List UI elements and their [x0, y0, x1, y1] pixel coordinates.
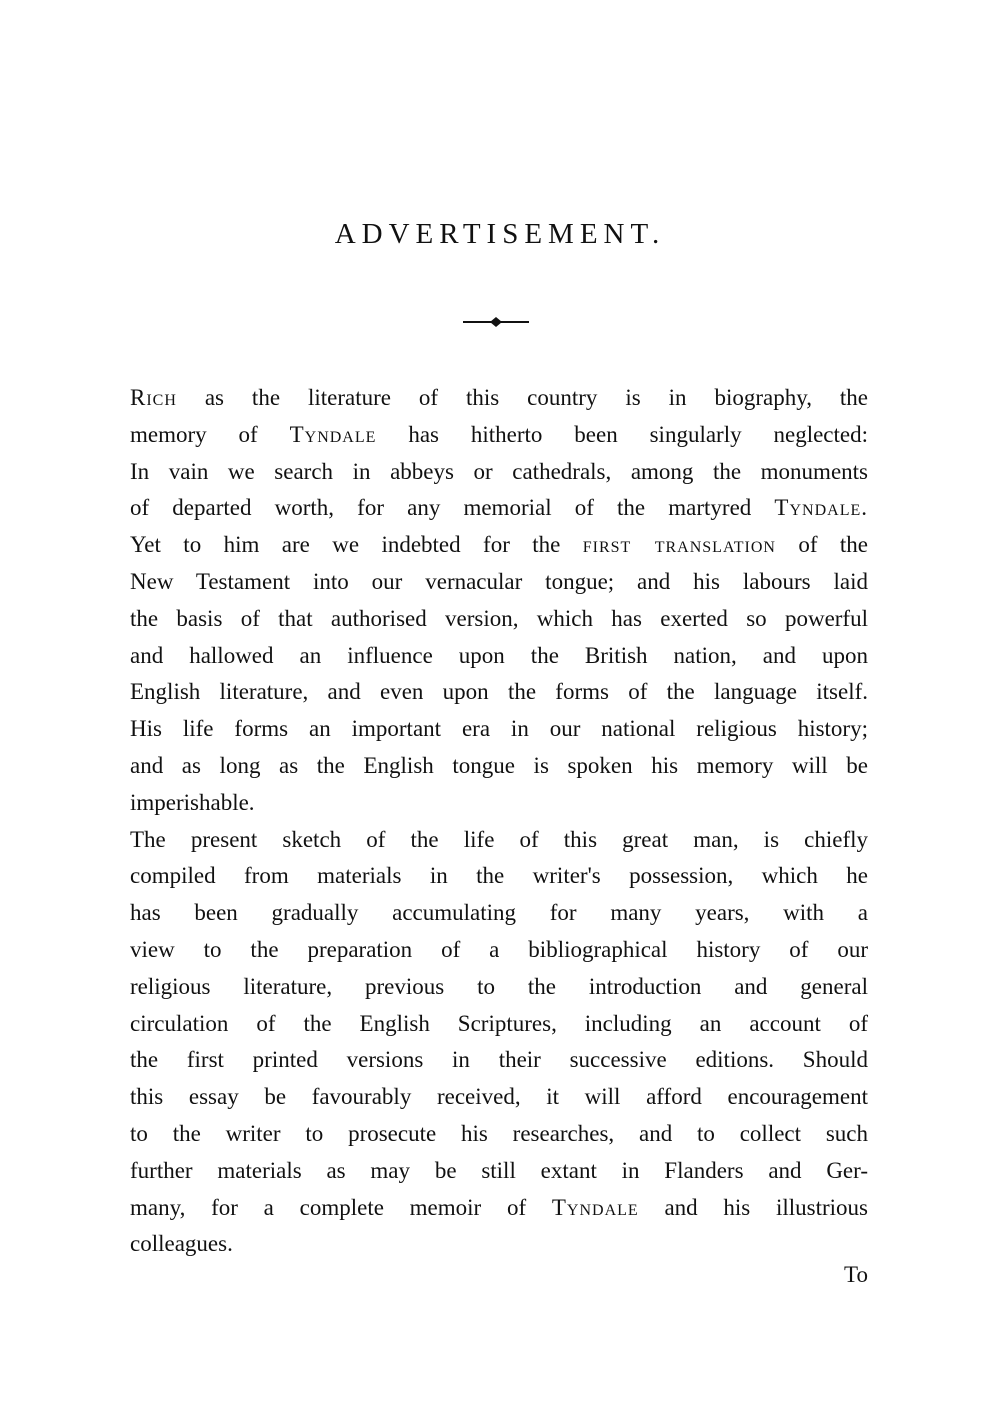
text-span: imperishable.: [130, 789, 255, 815]
text-line: [130, 1226, 868, 1263]
text-line: [130, 1153, 868, 1190]
text-span: memory of: [130, 421, 290, 447]
text-span: has hitherto been singularly neglected:: [376, 421, 868, 447]
text-line: [130, 1006, 868, 1043]
text-line: [130, 822, 868, 859]
text-line: [130, 748, 868, 785]
text-span: the first printed versions in their successive editions. Should: [130, 1047, 868, 1073]
text-span: colleagues.: [130, 1231, 233, 1257]
page-title: ADVERTISEMENT.: [334, 218, 666, 250]
text-span: religious literature, previous to the introduction and general: [130, 973, 868, 999]
text-span: and hallowed an influence upon the British nation, and upon: [130, 642, 868, 668]
small-caps-text: first translation: [582, 532, 776, 558]
text-line: [130, 564, 868, 601]
text-span: English literature, and even upon the forms of the language itself.: [130, 679, 868, 705]
text-span: to the writer to prosecute his researches, and to collect such: [130, 1120, 868, 1146]
text-line: [130, 1190, 868, 1227]
text-line: [130, 638, 868, 675]
text-line: [130, 785, 868, 822]
text-line: [130, 674, 868, 711]
text-span: Yet to him are we indebted for the: [130, 532, 583, 558]
text-span: circulation of the English Scriptures, including an account of: [130, 1010, 868, 1036]
catchword: To: [844, 1262, 868, 1287]
text-line: [130, 454, 868, 491]
text-span: compiled from materials in the writer's possession, which he: [130, 863, 868, 889]
text-span: has been gradually accumulating for many years, with a: [130, 900, 868, 926]
text-span: The present sketch of the life of this great man, is chiefly: [130, 826, 868, 852]
text-line: [130, 1042, 868, 1079]
text-span: as the literature of this country is in biography, the: [176, 385, 868, 410]
text-line: [130, 895, 868, 932]
text-span: and as long as the English tongue is spoken his memory will be: [130, 752, 868, 778]
text-span: this essay be favourably received, it will afford encouragement: [130, 1084, 868, 1110]
text-line: [130, 1079, 868, 1116]
ornament-divider-icon: [463, 314, 529, 330]
small-caps-text: Tyndale.: [774, 495, 868, 521]
text-span: the basis of that authorised version, which has exerted so powerful: [130, 605, 868, 631]
text-line: [130, 601, 868, 638]
text-span: His life forms an important era in our national religious history;: [130, 716, 868, 742]
text-span: view to the preparation of a bibliographical history of our: [130, 936, 868, 962]
text-line: [130, 380, 868, 417]
text-line: [130, 969, 868, 1006]
small-caps-text: Tyndale: [551, 1194, 639, 1220]
text-span: further materials as may be still extant in Flanders and Ger-: [130, 1157, 868, 1183]
text-line: [130, 932, 868, 969]
text-span: of the: [775, 532, 868, 558]
small-caps-text: Tyndale: [289, 421, 377, 447]
text-span: of departed worth, for any memorial of the martyred: [130, 495, 775, 521]
text-line: [130, 527, 868, 564]
small-caps-text: Rich: [130, 385, 177, 410]
text-span: many, for a complete memoir of: [130, 1194, 552, 1220]
text-line: [130, 417, 868, 454]
text-span: In vain we search in abbeys or cathedrals, among the monuments: [130, 458, 868, 484]
text-line: [130, 711, 868, 748]
text-span: New Testament into our vernacular tongue; and his labours laid: [130, 568, 868, 594]
text-line: [130, 858, 868, 895]
text-span: and his illustrious: [638, 1194, 869, 1220]
text-line: [130, 490, 868, 527]
body-text: [130, 380, 868, 1263]
text-line: [130, 1116, 868, 1153]
